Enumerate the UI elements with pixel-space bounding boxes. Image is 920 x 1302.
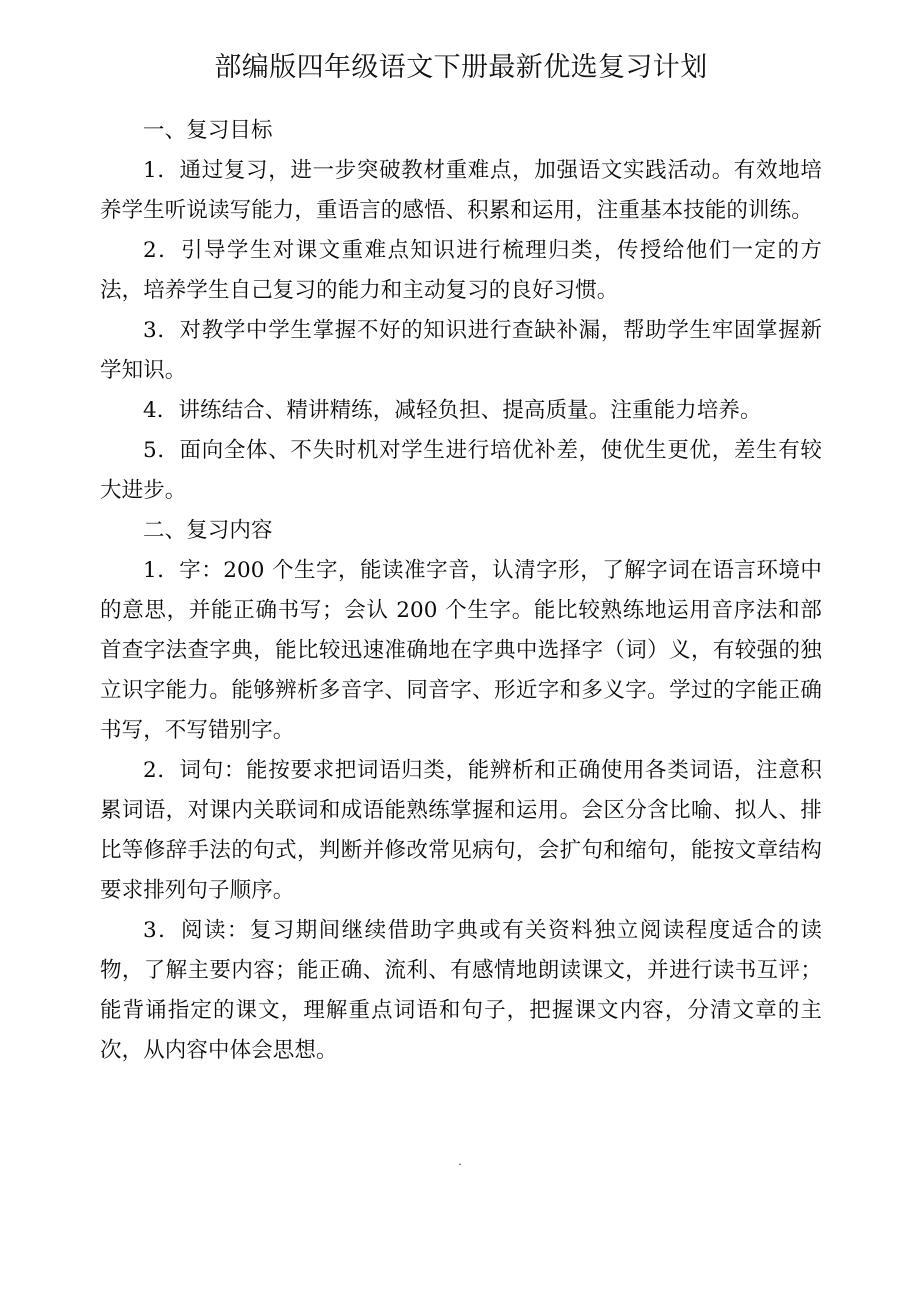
section-heading-review-content: 二、复习内容 — [143, 517, 273, 543]
goal-item-3: 3．对教学中学生掌握不好的知识进行查缺补漏，帮助学生牢固掌握新学知识。 — [100, 317, 822, 383]
content-item-words-sentences: 2．词句：能按要求把词语归类，能辨析和正确使用各类词语，注意积累词语，对课内关联词和成语能熟练掌握和运用。会区分含比喻、拟人、排比等修辞手法的句式，判断并修改常见病句，会扩句和缩句，能按文章结构要求排列句子顺序。 — [100, 757, 822, 903]
goal-item-5: 5．面向全体、不失时机对学生进行培优补差，使优生更优，差生有较大进步。 — [100, 437, 822, 503]
goal-item-1: 1．通过复习，进一步突破教材重难点，加强语文实践活动。有效地培养学生听说读写能力，重语言的感悟、积累和运用，注重基本技能的训练。 — [100, 157, 822, 223]
page-title: 部编版四年级语文下册最新优选复习计划 — [214, 52, 708, 83]
content-item-reading: 3．阅读：复习期间继续借助字典或有关资料独立阅读程度适合的读物，了解主要内容；能正确、流利、有感情地朗读课文，并进行读书互评；能背诵指定的课文，理解重点词语和句子，把握课文内容，分清文章的主次，从内容中体会思想。 — [100, 917, 822, 1063]
document-body — [100, 48, 822, 1071]
goal-item-4: 4．讲练结合、精讲精练，减轻负担、提高质量。注重能力培养。 — [143, 397, 762, 423]
section-heading-review-goals: 一、复习目标 — [143, 117, 273, 143]
content-item-characters: 1．字：200 个生字，能读准字音，认清字形，了解字词在语言环境中的意思，并能正确书写；会认 200 个生字。能比较熟练地运用音序法和部首查字法查字典，能比较迅速准确地在字典中选择字（词）义，有较强的独立识字能力。能够辨析多音字、同音字、形近字和多义字。学过的字能正确书写，不写错别字。 — [100, 557, 822, 743]
goal-item-2: 2．引导学生对课文重难点知识进行梳理归类，传授给他们一定的方法，培养学生自己复习的能力和主动复习的良好习惯。 — [100, 237, 822, 303]
footer-mark: . — [458, 1155, 462, 1168]
